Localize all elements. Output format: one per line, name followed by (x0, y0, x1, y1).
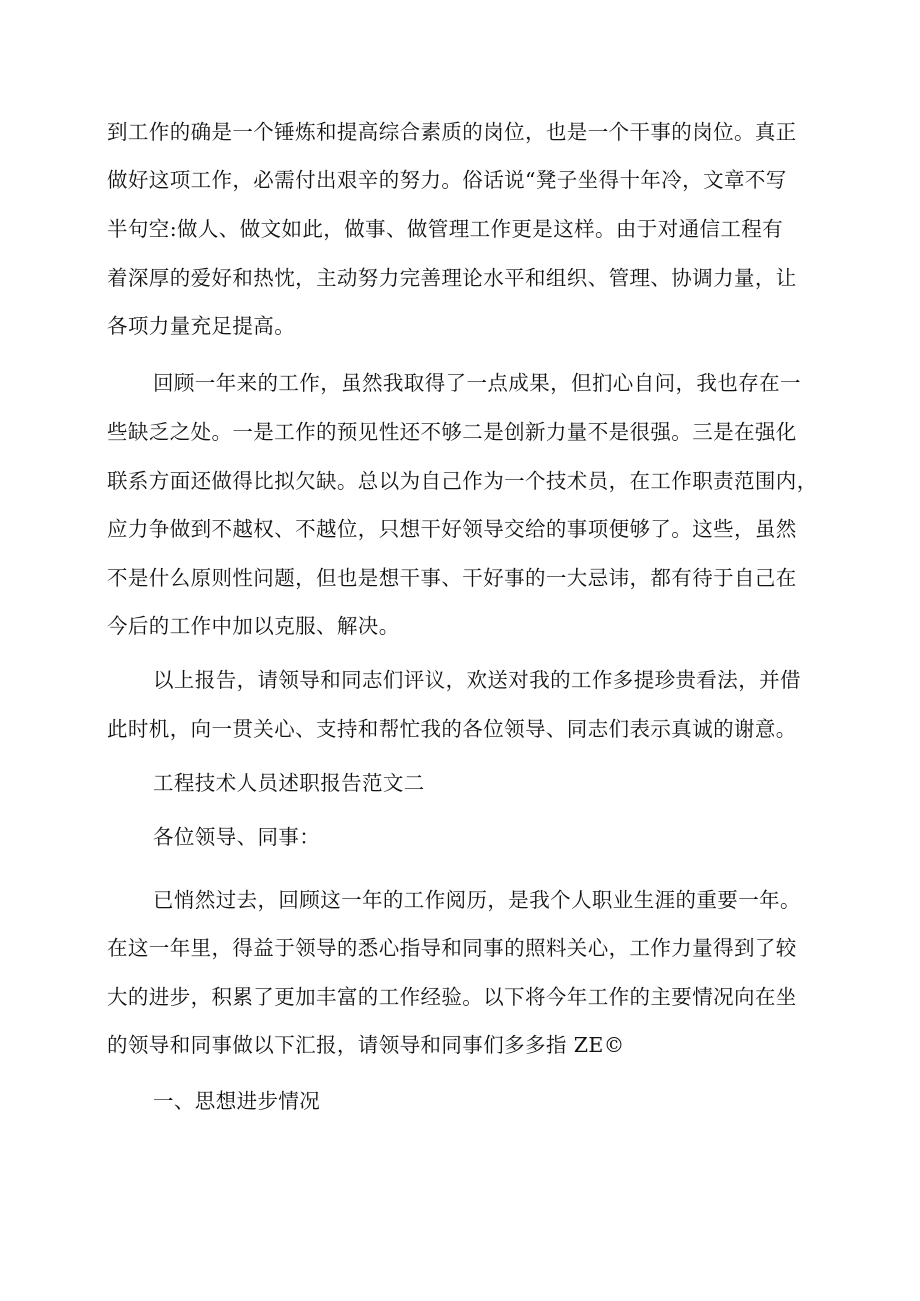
salutation: 各位领导、同事： (153, 825, 321, 849)
paragraph-line: 不是什么原则性问题，但也是想干事、干好事的一大忌讳，都有待于自己在 (107, 566, 797, 590)
paragraph-line: 半句空:做人、做文如此，做事、做管理工作更是这样。由于对通信工程有 (107, 217, 784, 241)
paragraph-line: 今后的工作中加以克服、解决。 (107, 614, 400, 638)
paragraph-line: 各项力量充足提高。 (107, 314, 296, 338)
paragraph-line: 到工作的确是一个锤炼和提高综合素质的岗位，也是一个干事的岗位。真正 (107, 120, 797, 144)
section-title: 一、思想进步情况 (153, 1089, 321, 1113)
paragraph-line: 应力争做到不越权、不越位，只想干好领导交给的事项便够了。这些，虽然 (107, 517, 797, 541)
paragraph-line: 联系方面还做得比拟欠缺。总以为自己作为一个技术员，在工作职责范围内， (107, 469, 818, 493)
paragraph-line: 大的进步，积累了更加丰富的工作经验。以下将今年工作的主要情况向在坐 (107, 985, 797, 1009)
paragraph-line: 着深厚的爱好和热忱，主动努力完善理论水平和组织、管理、协调力量，让 (107, 266, 797, 290)
paragraph-line: 已悄然过去，回顾这一年的工作阅历，是我个人职业生涯的重要一年。 (153, 888, 801, 912)
paragraph-line: 回顾一年来的工作，虽然我取得了一点成果，但扪心自问，我也存在一 (153, 371, 801, 395)
paragraph-line: 在这一年里，得益于领导的悉心指导和同事的照料关心，工作力量得到了较 (107, 936, 797, 960)
paragraph-line: 做好这项工作，必需付出艰辛的努力。俗话说“凳子坐得十年冷，文章不写 (107, 168, 787, 192)
paragraph-line: 此时机，向一贯关心、支持和帮忙我的各位领导、同志们表示真诚的谢意。 (107, 717, 797, 741)
section-heading: 工程技术人员述职报告范文二 (153, 771, 425, 795)
paragraph-line: 的领导和同事做以下汇报，请领导和同事们多多指 ZE© (107, 1033, 625, 1057)
paragraph-line: 以上报告，请领导和同志们评议，欢送对我的工作多提珍贵看法，并借 (153, 668, 801, 692)
paragraph-line: 些缺乏之处。一是工作的预见性还不够二是创新力量不是很强。三是在强化 (107, 420, 797, 444)
